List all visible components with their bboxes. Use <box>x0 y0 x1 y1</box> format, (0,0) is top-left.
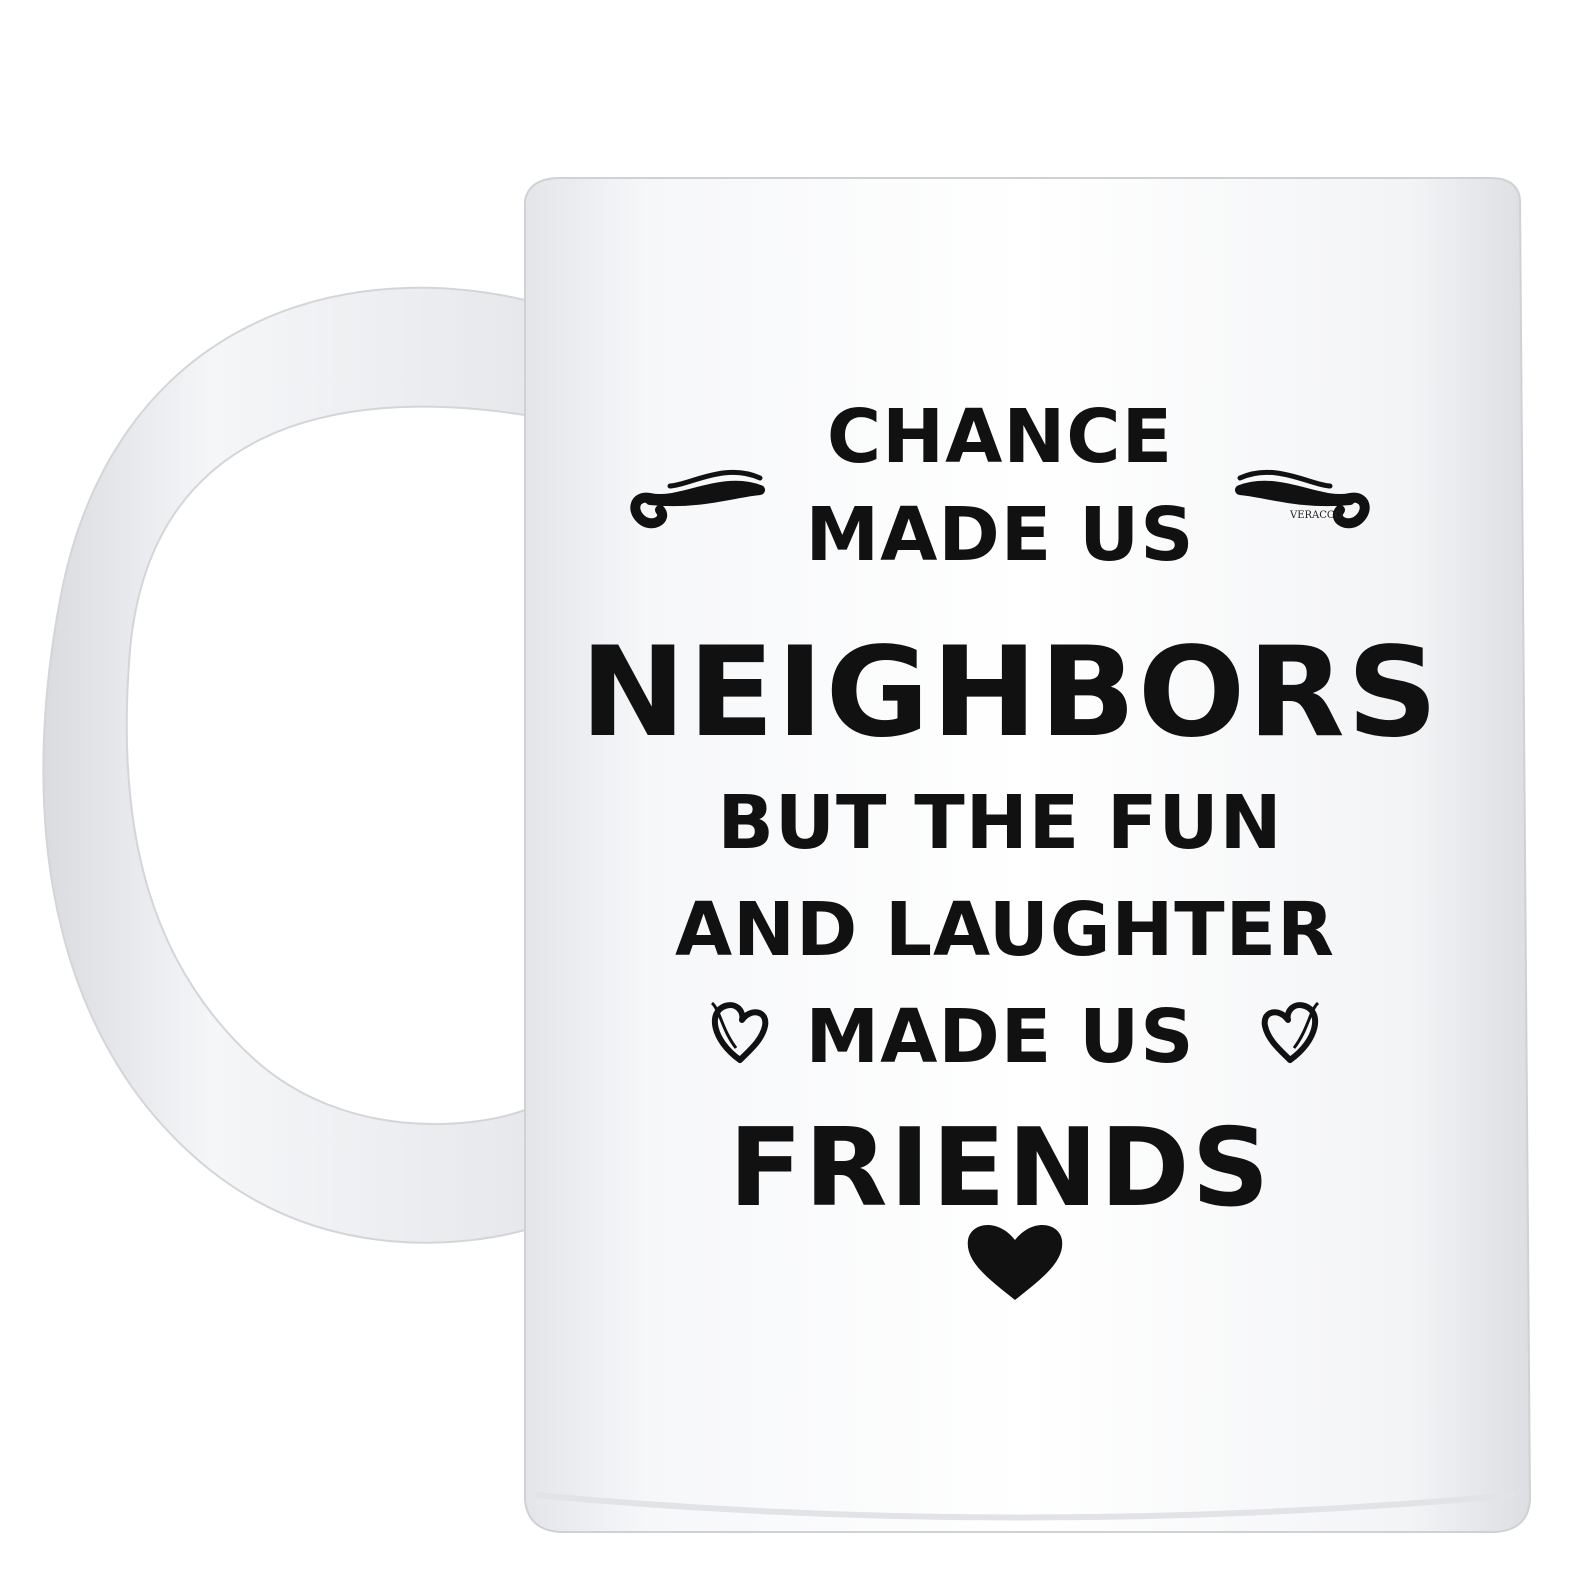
quote-line-5: AND LAUGHTER <box>675 887 1335 973</box>
quote-line-3: NEIGHBORS <box>580 621 1440 765</box>
mug-handle <box>43 288 525 1243</box>
quote-line-2: MADE US <box>805 492 1195 578</box>
quote-line-1: CHANCE <box>826 394 1174 480</box>
quote-line-6: MADE US <box>805 994 1195 1080</box>
brand-mark: VERACCO <box>1290 510 1343 521</box>
quote-line-4: BUT THE FUN <box>717 780 1283 866</box>
quote-line-7: FRIENDS <box>728 1106 1272 1231</box>
